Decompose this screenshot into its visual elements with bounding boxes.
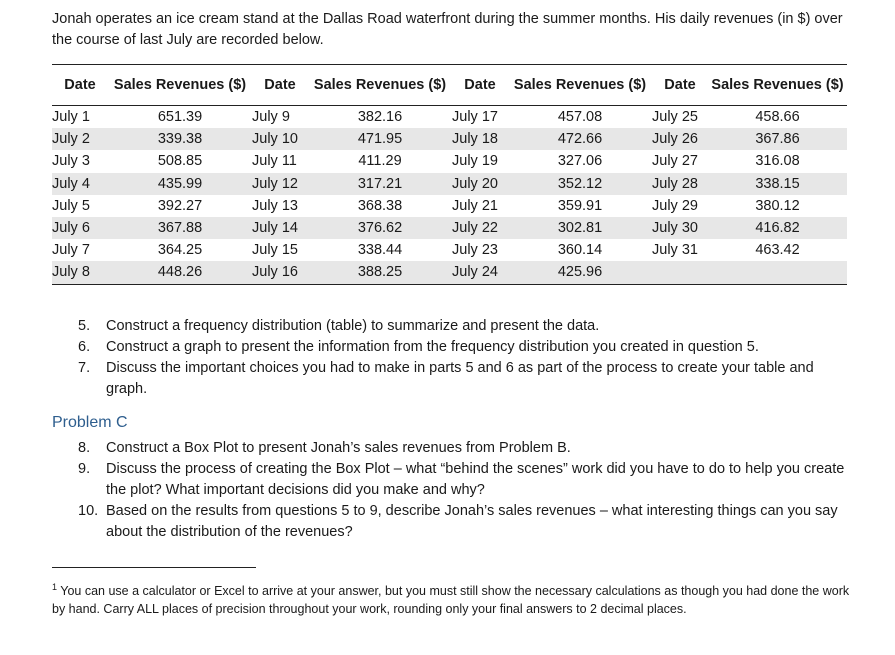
revenue-cell: 338.44 — [357, 242, 403, 259]
revenue-cell: 327.06 — [557, 153, 603, 170]
question-text: Construct a Box Plot to present Jonah’s sales revenues from Problem B. — [106, 440, 571, 456]
problem-c-heading: Problem C — [52, 414, 128, 431]
problem-b-questions — [78, 316, 858, 400]
table-header-row — [52, 65, 847, 106]
revenue-cell: 425.96 — [557, 264, 603, 281]
date-cell: July 24 — [452, 264, 498, 281]
date-cell: July 20 — [452, 175, 498, 192]
revenue-cell: 380.12 — [755, 197, 800, 214]
question-number: 6. — [78, 339, 91, 355]
date-cell: July 21 — [452, 197, 498, 214]
header-date: Date — [64, 76, 96, 93]
sales-revenue-table — [52, 64, 847, 285]
question-text: Discuss the process of creating the Box Plot – what “behind the scenes” work did you have to do to help you create the plot? What important decisions did you make and why? — [106, 461, 845, 498]
revenue-cell: 457.08 — [557, 109, 603, 126]
date-cell: July 9 — [252, 109, 290, 126]
header-date: Date — [664, 76, 696, 93]
revenue-cell: 360.14 — [557, 242, 603, 259]
question-item — [78, 358, 858, 400]
header-date: Date — [464, 76, 496, 93]
question-number: 8. — [78, 440, 91, 456]
date-cell: July 14 — [252, 220, 298, 237]
revenue-cell: 367.86 — [755, 131, 800, 148]
date-cell: July 6 — [52, 220, 90, 237]
date-cell: July 25 — [652, 109, 698, 126]
date-cell: July 16 — [252, 264, 298, 281]
revenue-cell: 435.99 — [157, 175, 203, 192]
revenue-cell: 338.15 — [755, 175, 800, 192]
date-cell: July 8 — [52, 264, 90, 281]
date-cell — [652, 261, 708, 284]
footnote-marker: 1 — [52, 582, 58, 592]
question-number: 5. — [78, 318, 91, 334]
header-sales-revenues: Sales Revenues ($) — [711, 76, 844, 93]
revenue-cell: 388.25 — [357, 264, 403, 281]
revenue-cell: 416.82 — [755, 220, 800, 237]
revenue-cell: 411.29 — [358, 153, 402, 170]
question-item — [78, 501, 858, 543]
question-text: Construct a frequency distribution (table) to summarize and present the data. — [106, 318, 600, 334]
revenue-cell: 472.66 — [557, 131, 603, 148]
date-cell: July 31 — [652, 242, 698, 259]
date-cell: July 15 — [252, 242, 298, 259]
revenue-cell: 359.91 — [557, 197, 603, 214]
header-sales-revenues: Sales Revenues ($) — [513, 76, 647, 93]
footnote — [52, 578, 852, 618]
date-cell: July 17 — [452, 109, 498, 126]
footnote-text: You can use a calculator or Excel to arrive at your answer, but you must still show the necessary calculations as though you had done the work by hand. Carry ALL places of precision throughout your work, rounding only your final answers to 2 decimal places. — [52, 584, 850, 617]
date-cell: July 29 — [652, 197, 698, 214]
table-row — [52, 128, 847, 150]
revenue-cell: 317.21 — [357, 175, 403, 192]
date-cell: July 7 — [52, 242, 90, 259]
question-item — [78, 316, 858, 337]
date-cell: July 19 — [452, 153, 498, 170]
revenue-cell: 458.66 — [755, 109, 800, 126]
revenue-cell: 302.81 — [557, 220, 603, 237]
revenue-cell: 382.16 — [357, 109, 403, 126]
table-row — [52, 106, 847, 129]
date-cell: July 30 — [652, 220, 698, 237]
revenue-cell: 352.12 — [557, 175, 603, 192]
date-cell: July 13 — [252, 197, 298, 214]
date-cell: July 1 — [52, 109, 90, 126]
revenue-cell: 463.42 — [755, 242, 800, 259]
revenue-cell: 339.38 — [157, 131, 203, 148]
date-cell: July 11 — [252, 153, 297, 170]
revenue-cell: 316.08 — [755, 153, 800, 170]
revenue-cell: 448.26 — [157, 264, 203, 281]
revenue-cell: 367.88 — [157, 220, 203, 237]
date-cell: July 10 — [252, 131, 298, 148]
revenue-cell: 376.62 — [357, 220, 403, 237]
table-row — [52, 217, 847, 239]
intro-paragraph: Jonah operates an ice cream stand at the Dallas Road waterfront during the summer months. His daily revenues (in $) over the course of last July are recorded below. — [52, 11, 843, 48]
revenue-cell: 471.95 — [357, 131, 403, 148]
question-number: 7. — [78, 360, 91, 376]
revenue-cell: 508.85 — [157, 153, 203, 170]
revenue-cell: 651.39 — [157, 109, 203, 126]
revenue-cell: 364.25 — [157, 242, 203, 259]
date-cell: July 2 — [52, 131, 90, 148]
date-cell: July 27 — [652, 153, 698, 170]
date-cell: July 4 — [52, 175, 90, 192]
problem-c-questions — [78, 438, 858, 543]
header-sales-revenues: Sales Revenues ($) — [313, 76, 447, 93]
question-number: 9. — [78, 461, 91, 477]
table-row — [52, 239, 847, 261]
table-row — [52, 173, 847, 195]
header-date: Date — [264, 76, 296, 93]
table-row — [52, 261, 847, 284]
date-cell: July 28 — [652, 175, 698, 192]
question-item — [78, 438, 858, 459]
revenue-cell — [708, 261, 847, 284]
footnote-divider — [52, 567, 256, 568]
question-text: Based on the results from questions 5 to 9, describe Jonah’s sales revenues – what interesting things can you say about the distribution of the revenues? — [106, 503, 838, 540]
revenue-cell: 392.27 — [157, 197, 203, 214]
question-text: Construct a graph to present the information from the frequency distribution you created in question 5. — [106, 339, 759, 355]
revenue-cell: 368.38 — [357, 197, 403, 214]
date-cell: July 18 — [452, 131, 498, 148]
date-cell: July 22 — [452, 220, 498, 237]
question-item — [78, 459, 858, 501]
question-item — [78, 337, 858, 358]
date-cell: July 5 — [52, 197, 90, 214]
date-cell: July 26 — [652, 131, 698, 148]
date-cell: July 3 — [52, 153, 90, 170]
question-text: Discuss the important choices you had to make in parts 5 and 6 as part of the process to create your table and graph. — [106, 360, 814, 397]
table-row — [52, 195, 847, 217]
header-sales-revenues: Sales Revenues ($) — [113, 76, 247, 93]
date-cell: July 12 — [252, 175, 298, 192]
table-row — [52, 150, 847, 172]
date-cell: July 23 — [452, 242, 498, 259]
question-number: 10. — [78, 503, 99, 519]
